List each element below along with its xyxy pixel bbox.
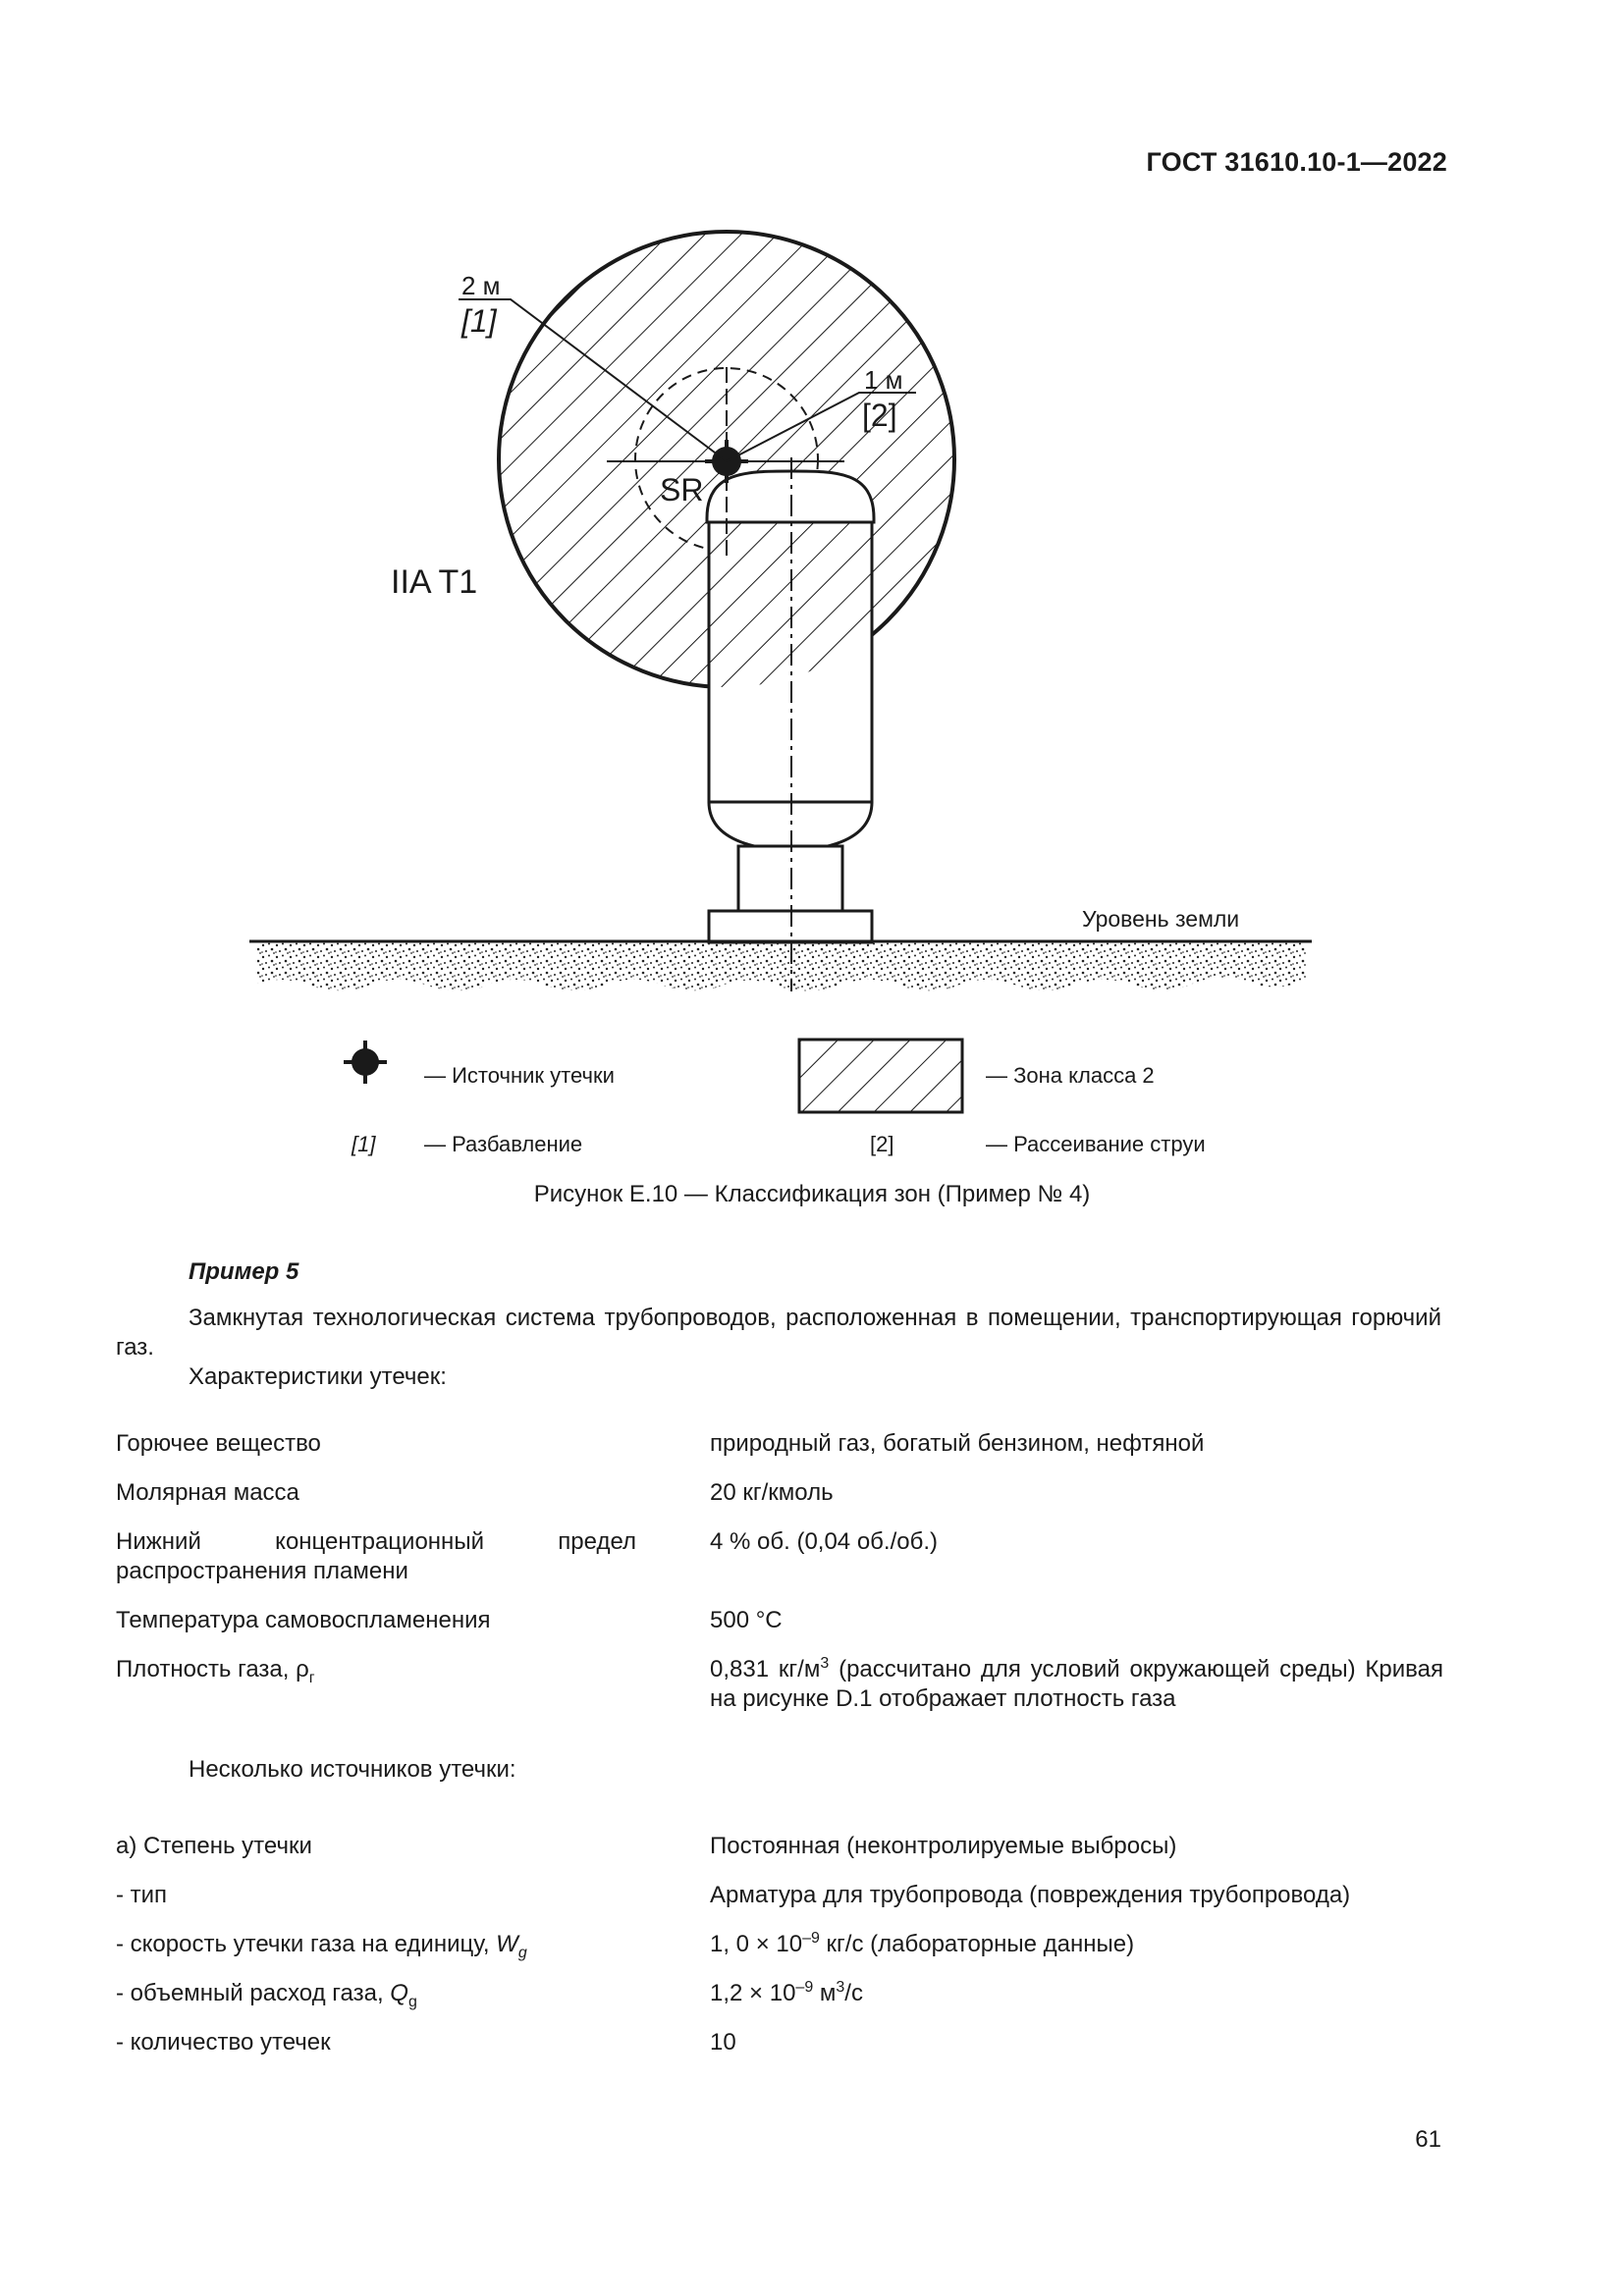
- source-key: - объемный расход газа, $Q_g$: [116, 1980, 417, 2010]
- legend-ref1-label: — Разбавление: [424, 1132, 583, 1156]
- ground-soil: [257, 942, 1306, 991]
- page-number: 61: [1415, 2126, 1441, 2153]
- property-value: природный газ, богатый бензином, нефтяной: [710, 1430, 1205, 1457]
- jet-distance-label: 1 м: [864, 365, 903, 395]
- property-value: 500 °С: [710, 1607, 783, 1633]
- source-key: - количество утечек: [116, 2029, 331, 2056]
- property-value: 4 % об. (0,04 об./об.): [710, 1528, 939, 1555]
- source-value: $1,2 \times 10^{-9}$ $м^3/с$: [710, 1979, 863, 2006]
- example-intro-text: Замкнутая технологическая система трубопроводов, расположенная в помещении, транспортирующая горючий газ.: [116, 1305, 1441, 1361]
- ground-level-label: Уровень земли: [1082, 906, 1240, 932]
- property-key: Нижний концентрационный предел распространения пламени: [116, 1528, 636, 1584]
- property-value: 0,831 $кг/м^3$ (рассчитано для условий окружающей среды) Кривая на рисунке D.1 отображает плотность газа: [710, 1655, 1443, 1712]
- legend-leak-source-icon: [344, 1041, 387, 1084]
- dilution-distance-label: 2 м: [461, 271, 501, 300]
- characteristics-heading: Характеристики утечек:: [189, 1363, 447, 1390]
- legend-ref1-mark: [1]: [352, 1132, 376, 1156]
- characteristics-heading-paragraph: [116, 1362, 1441, 1392]
- sr-label: SR: [660, 472, 704, 507]
- legend-ref2-label: — Рассеивание струи: [986, 1132, 1206, 1156]
- legend-source-label: — Источник утечки: [424, 1063, 615, 1088]
- source-value: Постоянная (неконтролируемые выбросы): [710, 1833, 1177, 1859]
- legend-ref2-mark: [2]: [870, 1132, 894, 1156]
- property-key: Температура самовоспламенения: [116, 1607, 491, 1633]
- source-key: а) Степень утечки: [116, 1833, 312, 1859]
- sources-heading-paragraph: [116, 1755, 1441, 1785]
- source-value: 10: [710, 2029, 736, 2056]
- figure-caption: Рисунок Е.10 — Классификация зон (Пример № 4): [533, 1181, 1091, 1207]
- source-key: - тип: [116, 1882, 168, 1908]
- legend-zone-label: — Зона класса 2: [986, 1063, 1155, 1088]
- jet-ref-label: [2]: [862, 398, 897, 433]
- gas-class-label: IIA T1: [391, 563, 478, 601]
- property-value: 20 кг/кмоль: [710, 1479, 834, 1506]
- source-value: 1, $0 \times 10^{-9}$ кг/с (лабораторные данные): [710, 1930, 1135, 1957]
- legend-zone-swatch: [799, 1040, 962, 1112]
- example-title: Пример 5: [189, 1258, 299, 1285]
- property-key: Плотность газа, $\rho_г$: [116, 1656, 315, 1686]
- property-key: Горючее вещество: [116, 1430, 321, 1457]
- dilution-ref-label: [1]: [461, 303, 497, 339]
- property-key: Молярная масса: [116, 1479, 299, 1506]
- sources-heading: Несколько источников утечки:: [189, 1756, 516, 1783]
- source-value: Арматура для трубопровода (повреждения трубопровода): [710, 1882, 1351, 1908]
- example-intro-paragraph: [116, 1304, 1441, 1362]
- standard-header: ГОСТ 31610.10-1—2022: [1146, 147, 1447, 177]
- source-key: - скорость утечки газа на единицу, $W_g$: [116, 1931, 527, 1961]
